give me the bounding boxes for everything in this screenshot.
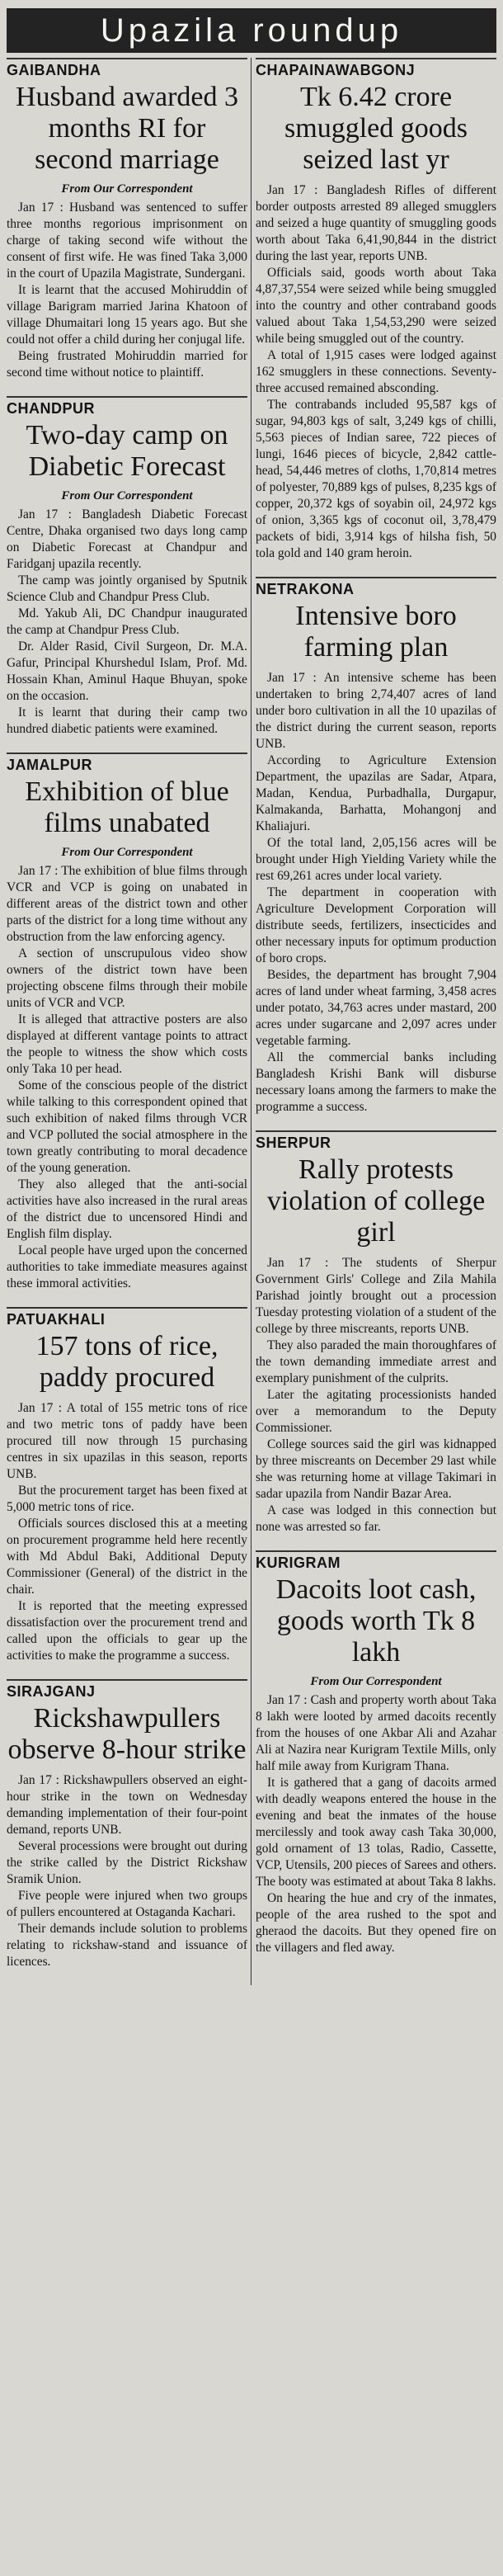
story-paragraph: Jan 17 : Bangladesh Rifles of different border outposts arrested 89 alleged smugglers and seized a huge quantity of smuggling goods worth about Taka 6,41,90,844 in the district during the last year, reports UNB.	[256, 183, 496, 263]
story-headline: Intensive boro farming plan	[295, 601, 457, 663]
story-paragraph: Jan 17 : An intensive scheme has been undertaken to bring 2,74,407 acres of land under boro cultivation in all the 10 upazilas of the district during the current season, reports UNB.	[256, 671, 496, 751]
story-kicker: JAMALPUR	[7, 753, 247, 773]
story-byline: From Our Correspondent	[61, 182, 193, 196]
story-chapainawabgonj	[256, 58, 496, 562]
story-paragraph: A section of unscrupulous video show owners of the district town have been projecting obscene films through their mobile units of VCR and VCP.	[7, 946, 247, 1010]
story-body	[256, 1692, 496, 1956]
story-paragraph: Jan 17 : Rickshawpullers observed an eight-hour strike in the town on Wednesday demanding implementation of their four-point demand, reports UNB.	[7, 1773, 247, 1837]
story-byline: From Our Correspondent	[61, 846, 193, 859]
story-paragraph: On hearing the hue and cry of the inmates, people of the area rushed to the spot and gheraod the dacoits. But they opened fire on the villagers and fled away.	[256, 1891, 496, 1955]
story-sirajganj	[7, 1679, 247, 1970]
story-headline: Exhibition of blue films unabated	[25, 776, 229, 838]
story-paragraph: Being frustrated Mohiruddin married for second time without notice to plaintiff.	[7, 349, 247, 380]
story-paragraph: According to Agriculture Extension Department, the upazilas are Sadar, Atpara, Madan, Kendua, Purbadhalla, Durgapur, Kalmakanda, Barhatta, Mohangonj and Khaliajuri.	[256, 753, 496, 833]
story-paragraph: It is learnt that during their camp two hundred diabetic patients were examined.	[7, 705, 247, 736]
story-paragraph: Later the agitating processionists handed over a memorandum to the Deputy Commissioner.	[256, 1388, 496, 1435]
story-paragraph: It is alleged that attractive posters are also displayed at different vantage points to attract the people to witness the show which costs only Taka 10 per head.	[7, 1012, 247, 1076]
story-paragraph: The department in cooperation with Agriculture Development Corporation will distribute seeds, fertilizers, insecticides and other necessary inputs for optimum production of boro crops.	[256, 885, 496, 965]
story-body	[256, 1255, 496, 1536]
story-paragraph: College sources said the girl was kidnapped by three miscreants on December 29 last while she was returning home at village Takimari in sadar upazila from Nandir Bazar Area.	[256, 1437, 496, 1501]
left-column	[7, 58, 252, 1985]
story-paragraph: They also alleged that the anti-social activities have also increased in the rural areas of the district due to uncensored Hindi and English film display.	[7, 1177, 247, 1241]
story-paragraph: Their demands include solution to problems relating to rickshaw-stand and issuance of licences.	[7, 1922, 247, 1969]
story-paragraph: Besides, the department has brought 7,904 acres of land under wheat farming, 3,458 acres under potato, 34,763 acres under mastard, 200 acres under sugarcane and 2,097 acres under vegetable farming.	[256, 968, 496, 1048]
story-kicker: CHANDPUR	[7, 396, 247, 417]
story-kicker: SIRAJGANJ	[7, 1679, 247, 1700]
story-paragraph: The contrabands included 95,587 kgs of sugar, 94,803 kgs of salt, 3,249 kgs of chilli, 5,563 pieces of Indian saree, 722 pieces of lungi, 1646 pieces of bicycle, 2,842 cattle-head, 54,446 metres of cloths, 1,70,814 metres of polyester, 70,889 kgs of pulses, 8,235 kgs of copper, 20,372 kgs of soyabin oil, 24,972 kgs of onion, 3,365 kgs of coconut oil, 3,78,479 packets of bidi, 3,914 kgs of hilsha fish, 50 tola gold and 140 gram heroin.	[256, 398, 496, 560]
story-paragraph: Local people have urged upon the concerned authorities to take immediate measures against these immoral activities.	[7, 1243, 247, 1290]
story-headline: Rickshawpullers observe 8-hour strike	[7, 1703, 247, 1765]
story-paragraph: Several processions were brought out during the strike called by the District Rickshaw Sramik Union.	[7, 1839, 247, 1886]
story-paragraph: They also paraded the main thoroughfares of the town demanding immediate arrest and exemplary punishment of the culprits.	[256, 1338, 496, 1385]
story-paragraph: But the procurement target has been fixed at 5,000 metric tons of rice.	[7, 1484, 247, 1514]
story-paragraph: It is reported that the meeting expressed dissatisfaction over the procurement trend and called upon the officials to gear up the activities to make the programme a success.	[7, 1599, 247, 1663]
story-paragraph: Of the total land, 2,05,156 acres will be brought under High Yielding Variety while the rest 69,261 acres under local variety.	[256, 836, 496, 883]
story-paragraph: Five people were injured when two groups of pullers encountered at Ostaganda Kachari.	[7, 1889, 247, 1919]
story-paragraph: Officials sources disclosed this at a meeting on procurement programme held here recently with Md Abdul Baki, Additional Deputy Commissioner (General) of the district in the chair.	[7, 1517, 247, 1597]
story-headline: Dacoits loot cash, goods worth Tk 8 lakh	[275, 1574, 477, 1668]
story-body	[7, 200, 247, 381]
columns	[7, 58, 496, 1985]
story-body	[7, 1772, 247, 1970]
story-body	[7, 863, 247, 1292]
story-paragraph: Jan 17 : A total of 155 metric tons of rice and two metric tons of paddy have been procured till now through 15 purchasing centres in six upazilas in this season, reports UNB.	[7, 1401, 247, 1481]
story-body	[7, 1400, 247, 1664]
story-kicker: NETRAKONA	[256, 577, 496, 597]
story-patuakhali	[7, 1307, 247, 1664]
story-headline: 157 tons of rice, paddy procured	[35, 1331, 219, 1393]
story-kicker: GAIBANDHA	[7, 58, 247, 78]
story-paragraph: Dr. Alder Rasid, Civil Surgeon, Dr. M.A. Gafur, Principal Khurshedul Islam, Prof. Md. Hossain Khan, Aminul Haque Bhuyan, spoke on the occasion.	[7, 639, 247, 703]
story-paragraph: Jan 17 : Bangladesh Diabetic Forecast Centre, Dhaka organised two days long camp on Diabetic Forecast at Chandpur and Faridganj upazila recently.	[7, 507, 247, 571]
story-paragraph: Officials said, goods worth about Taka 4,87,37,554 were seized while being smuggled into the country and other contraband goods valued about Taka 1,54,53,290 were seized while being smuggled out of the country.	[256, 266, 496, 346]
story-kurigram	[256, 1550, 496, 1956]
page-banner: Upazila roundup	[7, 8, 496, 53]
story-kicker: SHERPUR	[256, 1130, 496, 1151]
story-paragraph: Md. Yakub Ali, DC Chandpur inaugurated the camp at Chandpur Press Club.	[7, 606, 247, 637]
right-column	[256, 58, 496, 1985]
story-paragraph: It is gathered that a gang of dacoits armed with deadly weapons entered the house in the evening and beat the inmates of the house mercilessly and took away cash Taka 30,000, gold ornament of 13 tolas, Radio, Cassette, VCP, Utensils, 200 pieces of Sarees and others. The booty was estimated at about Taka 8 lakhs.	[256, 1776, 496, 1889]
story-paragraph: Jan 17 : The exhibition of blue films through VCR and VCP is going on unabated in different areas of the district town and other parts of the district for a long time without any obstruction from the law enforcing agency.	[7, 864, 247, 944]
story-headline: Tk 6.42 crore smuggled goods seized last yr	[284, 82, 468, 175]
story-kicker: KURIGRAM	[256, 1550, 496, 1571]
story-byline: From Our Correspondent	[61, 489, 193, 502]
story-netrakona	[256, 577, 496, 1116]
story-paragraph: The camp was jointly organised by Sputnik Science Club and Chandpur Press Club.	[7, 573, 247, 604]
story-kicker: CHAPAINAWABGONJ	[256, 58, 496, 78]
story-headline: Husband awarded 3 months RI for second marriage	[15, 82, 239, 175]
story-paragraph: A case was lodged in this connection but none was arrested so far.	[256, 1503, 496, 1534]
story-chandpur	[7, 396, 247, 738]
story-headline: Rally protests violation of college girl	[266, 1154, 486, 1248]
story-paragraph: All the commercial banks including Bangladesh Krishi Bank will disburse necessary loans among the farmers to make the programme a success.	[256, 1050, 496, 1114]
story-byline: From Our Correspondent	[310, 1675, 442, 1688]
story-paragraph: Jan 17 : Cash and property worth about Taka 8 lakh were looted by armed dacoits recently from the houses of one Akbar Ali and Azahar Ali at Nazira near Kurigram Textile Mills, only half mile away from Kurigram Thana.	[256, 1693, 496, 1773]
story-paragraph: Jan 17 : Husband was sentenced to suffer three months regorious imprisonment on charge of taking second wife without the consent of first wife. He was fined Taka 3,000 in the court of Upazila Magistrate, Sundergani.	[7, 201, 247, 281]
story-paragraph: It is learnt that the accused Mohiruddin of village Barigram married Jarina Khatoon of village Dhumaitari long 15 years ago. But she could not offer a child during her conjugal life.	[7, 283, 247, 347]
story-body	[256, 182, 496, 562]
story-paragraph: A total of 1,915 cases were lodged against 162 smugglers in these connections. Seventy-three accused remained absconding.	[256, 348, 496, 395]
story-headline: Two-day camp on Diabetic Forecast	[26, 420, 228, 482]
story-body	[7, 507, 247, 738]
story-paragraph: Jan 17 : The students of Sherpur Government Girls' College and Zila Mahila Parishad jointly brought out a procession Tuesday protesting violation of a student of the college by three miscreants, reports UNB.	[256, 1256, 496, 1336]
story-sherpur	[256, 1130, 496, 1536]
story-jamalpur	[7, 753, 247, 1292]
story-kicker: PATUAKHALI	[7, 1307, 247, 1328]
story-gaibandha	[7, 58, 247, 381]
story-paragraph: Some of the conscious people of the district while talking to this correspondent opined that such exhibition of naked films through VCR and VCP polluted the social atmosphere in the town greatly contributing to moral decadence of the young generation.	[7, 1078, 247, 1175]
story-body	[256, 670, 496, 1116]
